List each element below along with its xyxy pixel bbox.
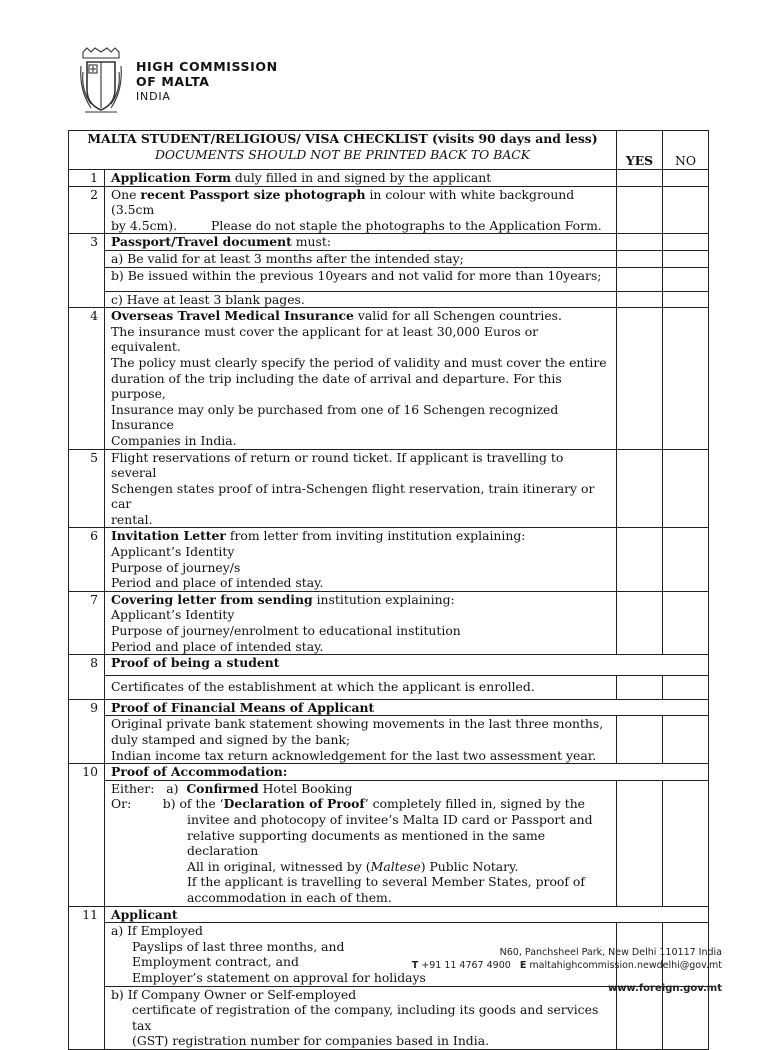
- item-title: Invitation Letter: [111, 528, 226, 544]
- item-text: Schengen states proof of intra-Schengen flight reservation, train itinerary or car: [111, 480, 595, 512]
- footer-website-link[interactable]: www.foreign.gov.mt: [607, 983, 722, 994]
- table-row: [69, 906, 709, 923]
- no-column-header: NO: [663, 131, 709, 170]
- table-subrow: [69, 986, 709, 1049]
- table-subrow: [69, 267, 709, 291]
- malta-coat-of-arms-icon: [77, 46, 125, 116]
- table-subrow: [69, 780, 709, 906]
- table-subrow: [69, 716, 709, 764]
- item-text: Flight reservations of return or round ticket. If applicant is travelling to several: [111, 449, 564, 481]
- sub-item-text: a) Be valid for at least 3 months after the intended stay;: [105, 250, 617, 267]
- row-number: 6: [69, 528, 105, 591]
- item-text: Indian income tax return acknowledgement for the last two assessment year.: [111, 747, 597, 763]
- item-title: Proof of Financial Means of Applicant: [111, 699, 375, 715]
- item-text: must:: [291, 234, 332, 250]
- row-number: 7: [69, 591, 105, 654]
- no-checkbox-cell[interactable]: [663, 676, 709, 700]
- row-text: [105, 764, 709, 781]
- yes-checkbox-cell[interactable]: [617, 186, 663, 234]
- item-text: accommodation in each of them.: [187, 889, 392, 905]
- yes-checkbox-cell[interactable]: [617, 591, 663, 654]
- item-text: Payslips of last three months, and: [132, 938, 345, 954]
- no-checkbox-cell[interactable]: [663, 250, 709, 267]
- no-checkbox-cell[interactable]: [663, 986, 709, 1049]
- yes-checkbox-cell[interactable]: [617, 308, 663, 449]
- item-title: Proof of Accommodation:: [111, 764, 288, 780]
- item-title: Covering letter from sending: [111, 591, 313, 607]
- table-subrow: [69, 291, 709, 308]
- item-text: duration of the trip including the date of arrival and departure. For this purpose,: [111, 370, 562, 402]
- item-text: Either: a): [111, 780, 187, 796]
- footer-contact: [412, 960, 722, 971]
- table-row: [69, 308, 709, 449]
- item-text: b) If Company Owner or Self-employed: [111, 986, 357, 1002]
- row-text: [105, 449, 617, 528]
- table-row: [69, 234, 709, 251]
- checklist-title: MALTA STUDENT/RELIGIOUS/ VISA CHECKLIST (visits 90 days and less): [87, 131, 598, 146]
- row-number: 5: [69, 449, 105, 528]
- row-number: 1: [69, 170, 105, 187]
- row-text: [105, 716, 617, 764]
- item-text: Purpose of journey/enrolment to educational institution: [111, 623, 461, 639]
- org-line-1: HIGH COMMISSION: [136, 59, 278, 74]
- yes-checkbox-cell[interactable]: [617, 716, 663, 764]
- sub-item-text: c) Have at least 3 blank pages.: [105, 291, 617, 308]
- org-line-3: INDIA: [136, 90, 171, 103]
- no-checkbox-cell[interactable]: [663, 291, 709, 308]
- item-text: ’ completely filled in, signed by the: [364, 796, 586, 812]
- item-text: from letter from inviting institution explaining:: [225, 528, 526, 544]
- row-text: [105, 591, 617, 654]
- table-subrow: [69, 250, 709, 267]
- item-title: Confirmed: [186, 780, 259, 796]
- table-header-row: [69, 131, 709, 170]
- row-text: [105, 986, 617, 1049]
- item-text: relative supporting documents as mentioned in the same declaration: [187, 827, 546, 859]
- phone-label: T: [411, 960, 419, 971]
- no-checkbox-cell[interactable]: [663, 267, 709, 291]
- email-address[interactable]: maltahighcommission.newdelhi@gov.mt: [529, 960, 722, 971]
- row-text: [105, 308, 617, 449]
- row-text: [105, 186, 617, 234]
- row-number: 4: [69, 308, 105, 449]
- row-text: [105, 699, 709, 716]
- item-text: (GST) registration number for companies based in India.: [132, 1033, 490, 1049]
- item-text: All in original, witnessed by (: [187, 858, 371, 874]
- item-text: ) Public Notary.: [420, 858, 519, 874]
- row-text: [105, 234, 617, 251]
- item-text: If the applicant is travelling to several Member States, proof of: [187, 874, 585, 890]
- item-text: valid for all Schengen countries.: [353, 308, 562, 324]
- item-text: Original private bank statement showing movements in the last three months,: [111, 716, 604, 732]
- item-title: Application Form: [111, 170, 231, 185]
- item-text: Employment contract, and: [132, 954, 299, 970]
- yes-checkbox-cell[interactable]: [617, 234, 663, 251]
- table-row: [69, 591, 709, 654]
- no-checkbox-cell[interactable]: [663, 308, 709, 449]
- yes-checkbox-cell[interactable]: [617, 267, 663, 291]
- item-text: The policy must clearly specify the period of validity and must cover the entire: [111, 354, 607, 370]
- table-row: [69, 186, 709, 234]
- item-text: a) If Employed: [111, 923, 203, 939]
- row-text: [105, 655, 709, 676]
- yes-checkbox-cell[interactable]: [617, 676, 663, 700]
- item-text: institution explaining:: [312, 591, 455, 607]
- item-text: Maltese: [370, 858, 421, 874]
- row-text: [105, 170, 617, 187]
- item-text: rental.: [111, 511, 153, 527]
- email-label: E: [519, 960, 527, 971]
- item-title: Overseas Travel Medical Insurance: [111, 308, 354, 324]
- phone-number: +91 11 4767 4900: [421, 960, 511, 971]
- item-text: Hotel Booking: [258, 780, 353, 796]
- no-checkbox-cell[interactable]: [663, 528, 709, 591]
- row-number: 8: [69, 655, 105, 700]
- item-text: in colour with white background (3.5cm: [111, 186, 575, 218]
- item-text: Insurance may only be purchased from one of 16 Schengen recognized Insurance: [111, 401, 559, 433]
- org-line-2: OF MALTA: [136, 74, 210, 89]
- sub-item-text: Certificates of the establishment at which the applicant is enrolled.: [105, 676, 617, 700]
- no-checkbox-cell[interactable]: [663, 186, 709, 234]
- item-text: Or: b) of the ‘: [111, 796, 224, 812]
- yes-checkbox-cell[interactable]: [617, 528, 663, 591]
- organization-name: [136, 59, 278, 104]
- yes-checkbox-cell[interactable]: [617, 780, 663, 906]
- yes-checkbox-cell[interactable]: [617, 291, 663, 308]
- checklist-heading: [69, 131, 617, 170]
- row-number: 3: [69, 234, 105, 308]
- row-text: [105, 780, 617, 906]
- item-text: Period and place of intended stay.: [111, 638, 324, 654]
- item-title: Declaration of Proof: [223, 796, 365, 812]
- item-title: Applicant: [111, 906, 178, 922]
- item-text: Please do not staple the photographs to the Application Form.: [211, 217, 602, 233]
- row-number: 2: [69, 186, 105, 234]
- no-checkbox-cell[interactable]: [663, 591, 709, 654]
- item-text: duly filled in and signed by the applicant: [230, 170, 492, 185]
- table-subrow: [69, 676, 709, 700]
- footer-address: N60, Panchsheel Park, New Delhi 110117 India: [499, 947, 722, 958]
- item-text: The insurance must cover the applicant for at least 30,000 Euros or equivalent.: [111, 323, 539, 355]
- row-number: 11: [69, 906, 105, 1049]
- yes-checkbox-cell[interactable]: [617, 170, 663, 187]
- item-text: Purpose of journey/s: [111, 559, 241, 575]
- no-checkbox-cell[interactable]: [663, 234, 709, 251]
- yes-checkbox-cell[interactable]: [617, 986, 663, 1049]
- row-text: [105, 528, 617, 591]
- item-text: invitee and photocopy of invitee’s Malta ID card or Passport and: [187, 811, 593, 827]
- item-text: Companies in India.: [111, 432, 237, 448]
- no-checkbox-cell[interactable]: [663, 780, 709, 906]
- row-number: 9: [69, 699, 105, 763]
- table-row: [69, 170, 709, 187]
- item-text: Employer’s statement on approval for holidays: [132, 969, 426, 985]
- item-text: certificate of registration of the company, including its goods and services tax: [132, 1002, 599, 1033]
- no-checkbox-cell[interactable]: [663, 716, 709, 764]
- sub-item-text: b) Be issued within the previous 10years and not valid for more than 10years;: [105, 267, 617, 291]
- table-row: [69, 449, 709, 528]
- visa-checklist-table: [68, 130, 709, 1050]
- item-text: One: [111, 186, 141, 202]
- table-row: [69, 528, 709, 591]
- checklist-subtitle: DOCUMENTS SHOULD NOT BE PRINTED BACK TO BACK: [154, 146, 531, 162]
- item-text: by 4.5cm).: [111, 217, 178, 233]
- item-title: Passport/Travel document: [111, 234, 292, 250]
- table-row: [69, 699, 709, 716]
- row-text: [105, 906, 709, 923]
- item-text: duly stamped and signed by the bank;: [111, 732, 351, 747]
- yes-checkbox-cell[interactable]: [617, 449, 663, 528]
- table-row: [69, 764, 709, 781]
- item-title: Proof of being a student: [111, 655, 280, 671]
- no-checkbox-cell[interactable]: [663, 449, 709, 528]
- yes-column-header: YES: [617, 131, 663, 170]
- row-number: 10: [69, 764, 105, 906]
- item-text: Applicant’s Identity: [111, 544, 235, 560]
- item-text: Applicant’s Identity: [111, 607, 235, 623]
- table-row: [69, 655, 709, 676]
- yes-checkbox-cell[interactable]: [617, 250, 663, 267]
- item-text: Period and place of intended stay.: [111, 575, 324, 591]
- no-checkbox-cell[interactable]: [663, 170, 709, 187]
- item-title: recent Passport size photograph: [140, 186, 366, 202]
